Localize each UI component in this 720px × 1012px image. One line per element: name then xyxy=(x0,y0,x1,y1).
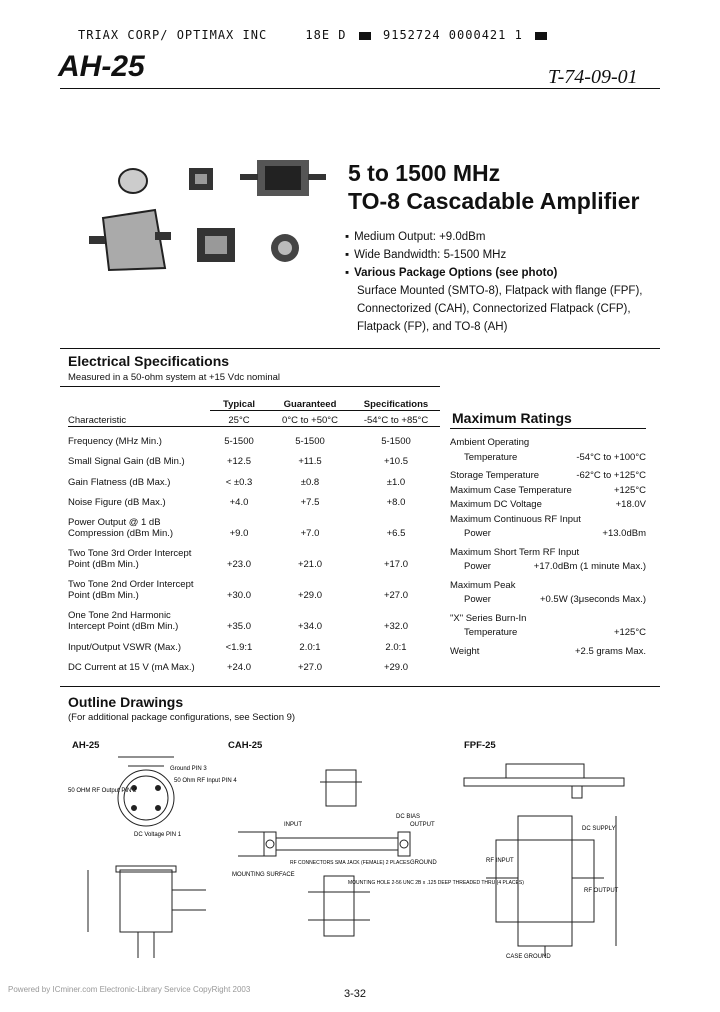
temp-typical: 25°C xyxy=(210,410,268,426)
spec-row xyxy=(68,426,440,447)
fpf25-outline-drawing xyxy=(456,752,656,962)
max-rating-label: Temperature xyxy=(464,451,518,463)
spec-characteristic: Two Tone 3rd Order Intercept Point (dBm Min.) xyxy=(68,548,192,570)
cah-note-mounting: MOUNTING SURFACE xyxy=(232,872,295,878)
spec-typical: +12.5 xyxy=(226,456,252,467)
feature-item: ▪ Various Package Options (see photo) xyxy=(345,264,642,282)
spec-specification: ±1.0 xyxy=(386,476,406,488)
outline-heading: Outline Drawings xyxy=(68,694,184,710)
max-rating-label: Maximum Peak xyxy=(450,579,516,591)
section-rule xyxy=(60,348,660,349)
spec-typical: +30.0 xyxy=(226,590,252,601)
spec-row xyxy=(68,632,440,653)
spec-row xyxy=(68,653,440,674)
max-rating-row xyxy=(450,513,646,528)
spec-specification: +6.5 xyxy=(386,528,406,539)
max-rating-row xyxy=(450,579,646,594)
max-rating-row xyxy=(450,451,646,466)
electrical-heading: Electrical Specifications xyxy=(68,353,230,369)
max-rating-label: Maximum Short Term RF Input xyxy=(450,546,580,558)
cah-note-connectors: RF CONNECTORS SMA JACK (FEMALE) 2 PLACES xyxy=(290,860,410,866)
spec-characteristic: Input/Output VSWR (Max.) xyxy=(68,641,181,653)
header-code-b: 9152724 0000421 1 xyxy=(383,28,523,42)
max-rating-value: +125°C xyxy=(613,484,646,496)
fpf-note-output: RF OUTPUT xyxy=(584,888,619,894)
max-rating-row xyxy=(450,546,646,561)
drawing-label-ah: AH-25 xyxy=(72,740,100,751)
spec-row xyxy=(68,467,440,488)
max-rating-value: +0.5W (3μseconds Max.) xyxy=(539,594,646,605)
model-number: AH-25 xyxy=(58,50,145,83)
max-rating-label: Maximum Continuous RF Input xyxy=(450,513,581,525)
spec-specification: +29.0 xyxy=(383,662,409,673)
max-rating-value: +17.0dBm (1 minute Max.) xyxy=(533,561,646,572)
spec-guaranteed: +7.0 xyxy=(300,528,320,539)
spec-guaranteed: +21.0 xyxy=(297,559,323,570)
product-photo xyxy=(85,148,335,278)
max-rating-row xyxy=(450,527,646,542)
black-mark-icon xyxy=(359,32,371,40)
package-option: Connectorized (CAH), Connectorized Flatpack (CFP), xyxy=(357,303,631,315)
header-rule xyxy=(60,88,660,89)
spec-typical: 5-1500 xyxy=(224,435,254,447)
col-guaranteed: Guaranteed xyxy=(283,398,337,410)
spec-guaranteed: +11.5 xyxy=(298,456,322,467)
col-specifications: Specifications xyxy=(363,398,429,410)
ah-note-dc: DC Voltage PIN 1 xyxy=(134,832,182,838)
package-option: Flatpack (FP), and TO-8 (AH) xyxy=(357,321,508,333)
black-mark-icon xyxy=(535,32,547,40)
spec-row xyxy=(68,570,440,601)
spec-typical: +24.0 xyxy=(226,662,252,673)
spec-row xyxy=(68,508,440,539)
spec-guaranteed: 5-1500 xyxy=(295,435,325,447)
max-rating-row xyxy=(450,612,646,627)
temp-spec: -54°C to +85°C xyxy=(352,410,440,426)
max-rating-row xyxy=(450,593,646,608)
spec-typical: +35.0 xyxy=(226,621,252,632)
max-rating-value: -62°C to +125°C xyxy=(576,470,646,481)
spec-typical: +9.0 xyxy=(229,528,249,539)
drawing-label-fpf: FPF-25 xyxy=(464,740,496,751)
col-typical: Typical xyxy=(222,398,256,410)
spec-guaranteed: +34.0 xyxy=(297,621,323,632)
spec-typical: <1.9:1 xyxy=(225,641,253,653)
spec-guaranteed: +27.0 xyxy=(297,662,323,673)
temp-guaranteed: 0°C to +50°C xyxy=(268,410,352,426)
spec-specification: +32.0 xyxy=(383,621,409,632)
spec-specification: +17.0 xyxy=(383,559,409,570)
spec-guaranteed: +29.0 xyxy=(297,590,323,601)
spec-specification: +27.0 xyxy=(383,590,409,601)
spec-guaranteed: 2.0:1 xyxy=(299,641,321,653)
spec-row xyxy=(68,539,440,570)
max-rating-label: Maximum Case Temperature xyxy=(450,484,572,496)
spec-guaranteed: +7.5 xyxy=(300,497,320,508)
spec-characteristic: Frequency (MHz Min.) xyxy=(68,435,162,447)
spec-characteristic: One Tone 2nd Harmonic Intercept Point (dBm Min.) xyxy=(68,610,179,632)
cah-note-dc: DC BIAS xyxy=(396,814,421,820)
footer-credit: Powered by ICminer.com Electronic-Library Service CopyRight 2003 xyxy=(8,985,251,994)
spec-header-row xyxy=(68,396,440,410)
spec-characteristic: DC Current at 15 V (mA Max.) xyxy=(68,662,195,673)
max-rating-label: Temperature xyxy=(464,627,518,638)
max-rating-label: Weight xyxy=(450,645,480,657)
page-number: 3-32 xyxy=(344,988,367,1000)
max-rating-row xyxy=(450,469,646,484)
spec-specification: +10.5 xyxy=(383,456,409,467)
cah-note-output: OUTPUT xyxy=(410,822,435,828)
spec-characteristic: Gain Flatness (dB Max.) xyxy=(68,476,171,488)
fpf-note-input: RF INPUT xyxy=(486,858,514,864)
spec-characteristic: Noise Figure (dB Max.) xyxy=(68,497,166,508)
max-rating-label: Ambient Operating xyxy=(450,437,530,448)
max-ratings-heading: Maximum Ratings xyxy=(452,410,572,426)
max-ratings-rule xyxy=(450,428,646,429)
max-rating-value: +18.0V xyxy=(615,499,646,510)
spec-specification: 2.0:1 xyxy=(385,641,407,653)
max-rating-label: Power xyxy=(464,594,491,605)
spec-row xyxy=(68,601,440,632)
max-rating-value: +125°C xyxy=(613,627,646,638)
spec-temp-row xyxy=(68,410,440,426)
max-rating-value: +2.5 grams Max. xyxy=(574,645,646,657)
spec-characteristic: Power Output @ 1 dB Compression (dBm Min.) xyxy=(68,517,174,539)
header-code-a: 18E D xyxy=(305,28,347,42)
electrical-subheading: Measured in a 50-ohm system at +15 Vdc nominal xyxy=(68,372,281,383)
max-rating-row xyxy=(450,498,646,513)
ah25-outline-drawing xyxy=(68,752,237,972)
spec-typical: < ±0.3 xyxy=(225,476,253,488)
ah-note-input: 50 Ohm RF Input PIN 4 xyxy=(174,778,237,784)
cah-note-input: INPUT xyxy=(284,822,302,828)
company-name: TRIAX CORP/ OPTIMAX INC xyxy=(78,28,268,42)
max-rating-row xyxy=(450,484,646,499)
spec-row xyxy=(68,488,440,509)
max-rating-label: Power xyxy=(464,528,491,539)
handwritten-code: T-74-09-01 xyxy=(548,66,638,88)
section-rule xyxy=(60,686,660,687)
spec-characteristic: Two Tone 2nd Order Intercept Point (dBm Min.) xyxy=(68,579,194,601)
spec-specification: +8.0 xyxy=(386,497,406,508)
feature-item: ▪ Wide Bandwidth: 5-1500 MHz xyxy=(345,246,642,264)
electrical-spec-table xyxy=(68,396,440,673)
max-ratings-list xyxy=(450,436,646,659)
max-rating-label: Power xyxy=(464,561,491,572)
max-rating-value: +13.0dBm xyxy=(602,528,646,539)
max-rating-row xyxy=(450,626,646,641)
max-rating-label: "X" Series Burn-In xyxy=(450,612,527,624)
cah-note-hole: MOUNTING HOLE 2-56 UNC 2B x .125 DEEP THREADED THRU (4 PLACES) xyxy=(348,880,524,886)
product-title-line1: 5 to 1500 MHz xyxy=(348,160,501,186)
outline-note: (For additional package configurations, see Section 9) xyxy=(68,712,296,723)
ah-note-output: 50 OHM RF Output PIN 2 xyxy=(68,788,137,794)
electrical-rule xyxy=(60,386,440,387)
feature-item: ▪ Medium Output: +9.0dBm xyxy=(345,228,642,246)
product-title-line2: TO-8 Cascadable Amplifier xyxy=(348,188,640,214)
spec-row xyxy=(68,447,440,468)
spec-characteristic: Small Signal Gain (dB Min.) xyxy=(68,456,185,467)
package-option: Surface Mounted (SMTO-8), Flatpack with flange (FPF), xyxy=(357,285,643,297)
col-characteristic: Characteristic xyxy=(68,414,127,426)
ah-note-ground: Ground PIN 3 xyxy=(170,766,207,772)
spec-specification: 5-1500 xyxy=(381,435,411,447)
max-rating-row xyxy=(450,436,646,451)
spec-typical: +4.0 xyxy=(229,497,249,508)
max-rating-row xyxy=(450,560,646,575)
drawing-label-cah: CAH-25 xyxy=(228,740,263,751)
spec-guaranteed: ±0.8 xyxy=(300,476,320,488)
max-rating-label: Maximum DC Voltage xyxy=(450,499,542,510)
max-rating-value: -54°C to +100°C xyxy=(576,451,646,463)
feature-list xyxy=(345,228,642,336)
scan-header xyxy=(78,28,551,42)
max-rating-label: Storage Temperature xyxy=(450,470,540,481)
cah-note-ground: GROUND xyxy=(410,860,437,866)
fpf-note-dc: DC SUPPLY xyxy=(582,826,616,832)
fpf-note-ground: CASE GROUND xyxy=(506,954,551,960)
spec-typical: +23.0 xyxy=(226,559,252,570)
max-rating-row xyxy=(450,645,646,660)
